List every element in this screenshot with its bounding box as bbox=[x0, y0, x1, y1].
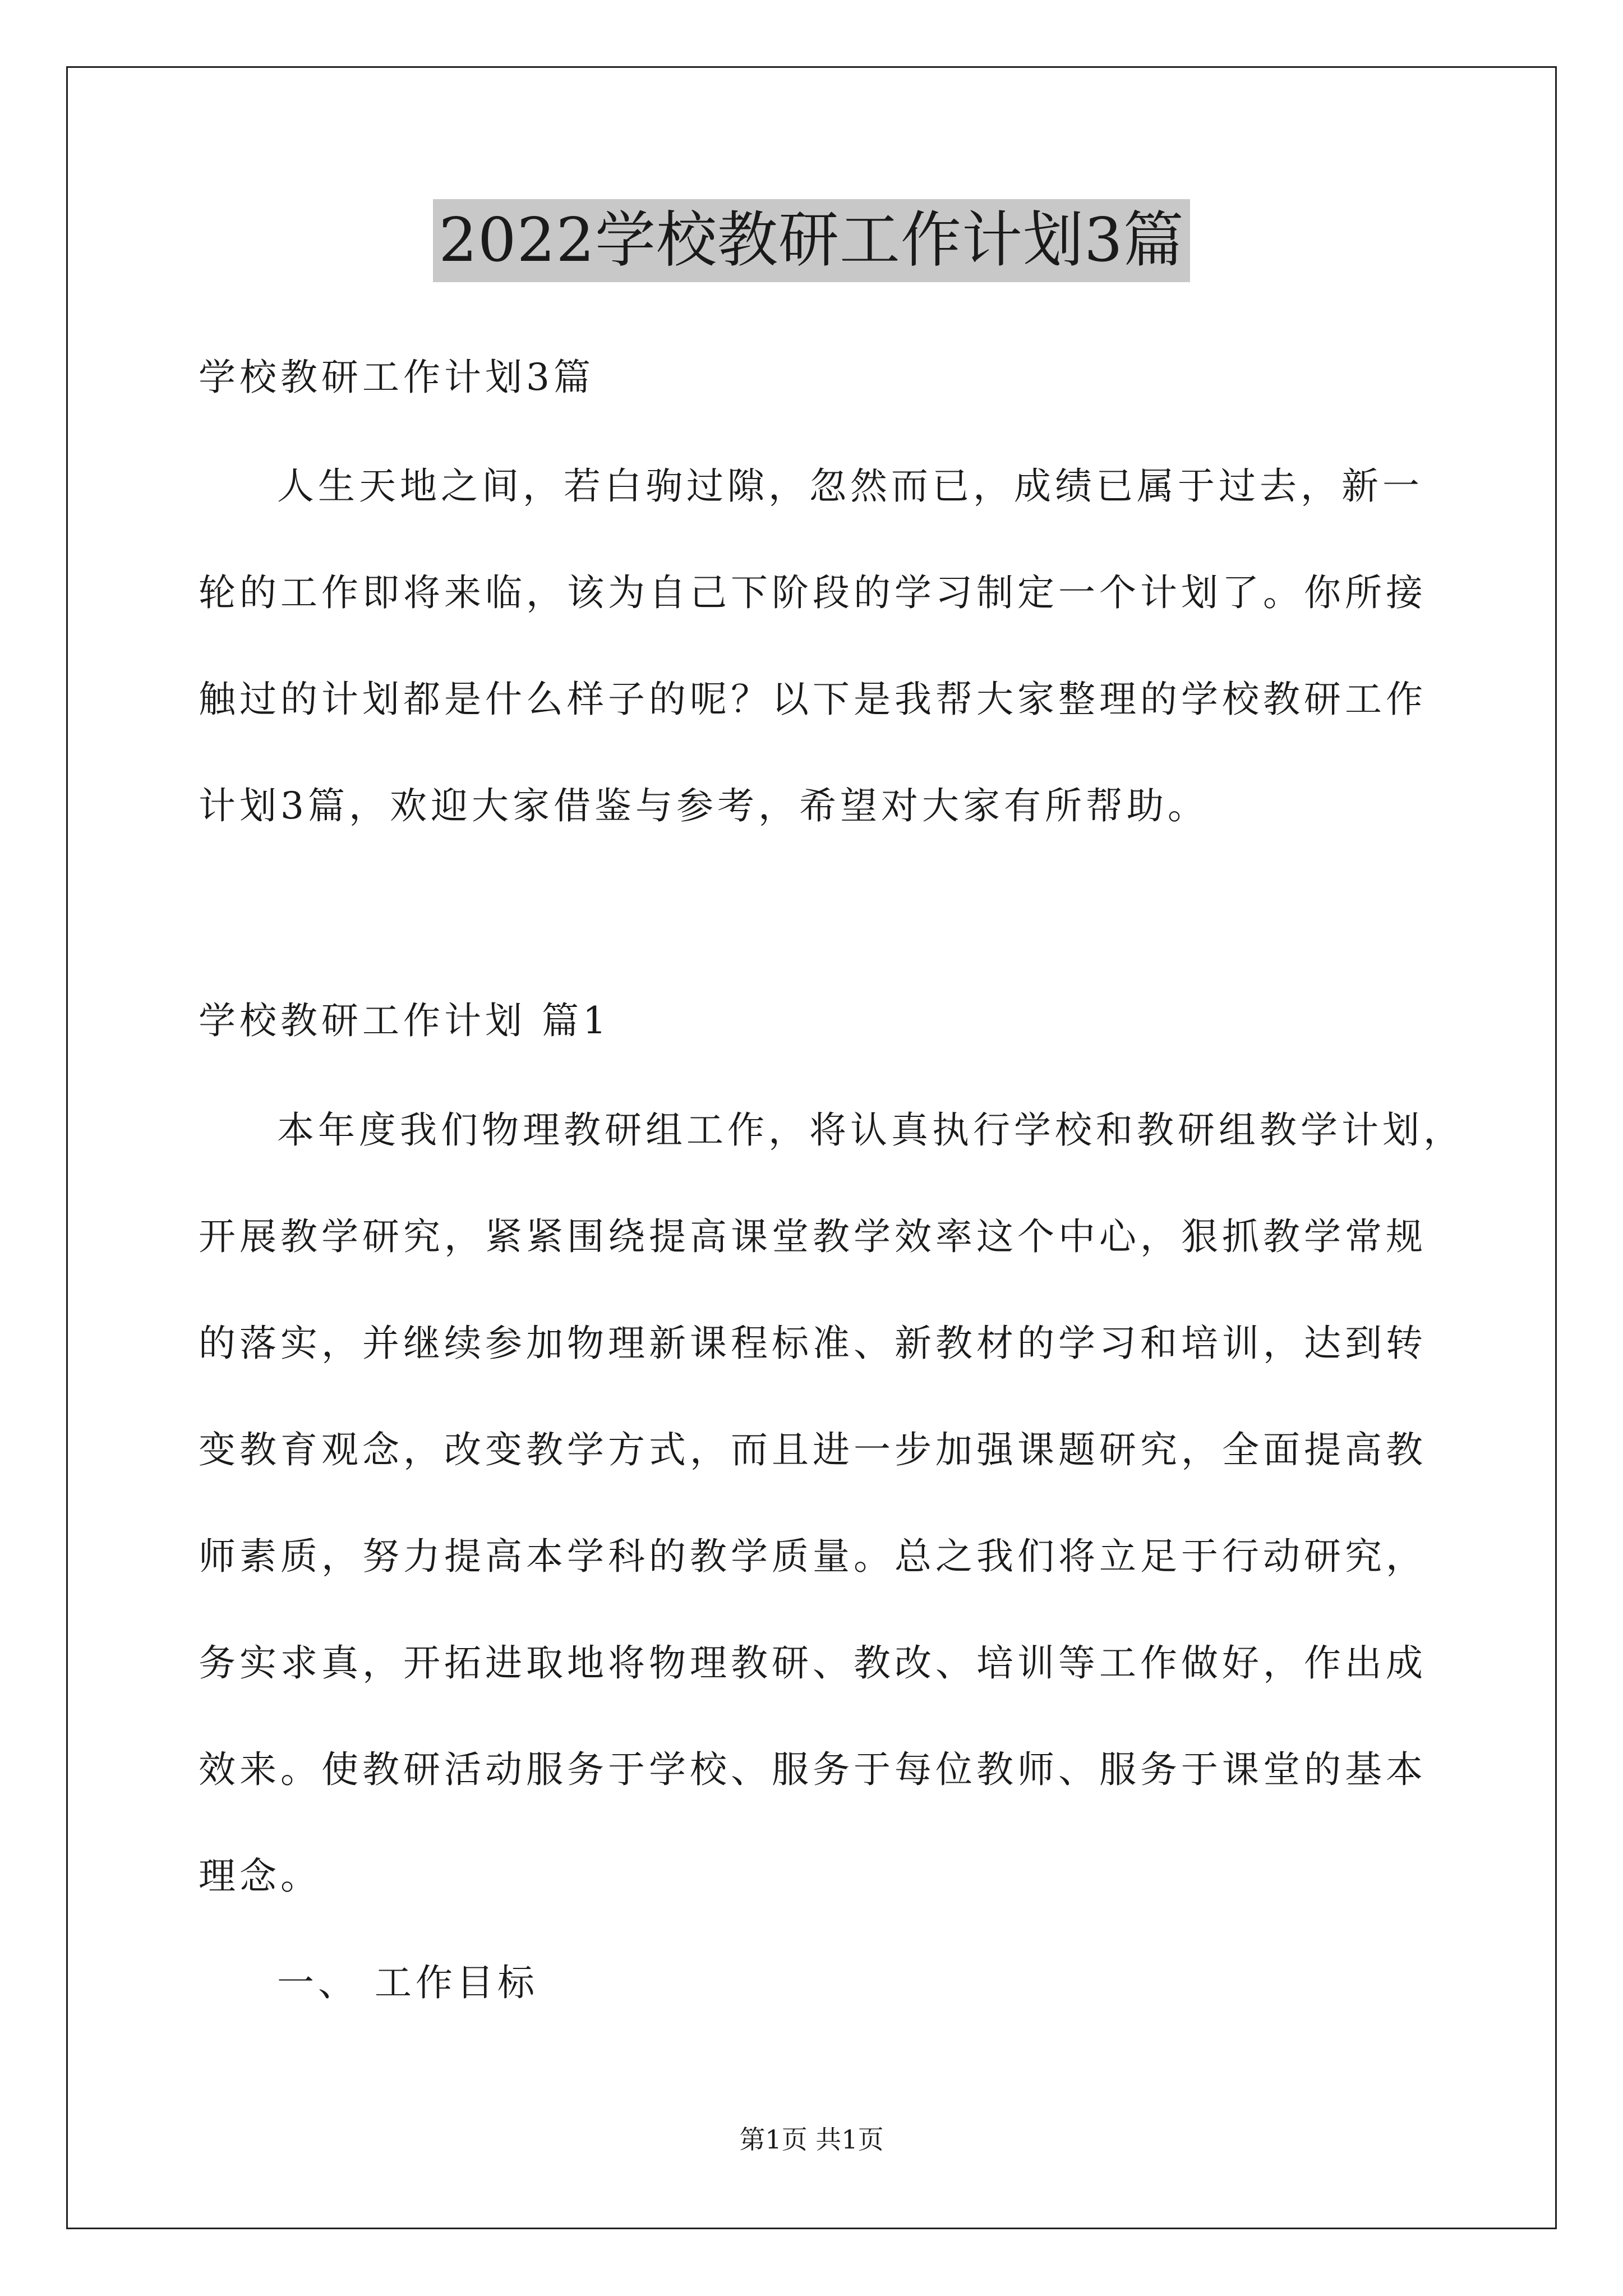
section-line-8: 理念。 bbox=[199, 1855, 321, 1898]
intro-line-3: 触过的计划都是什么样子的呢？以下是我帮大家整理的学校教研工作 bbox=[199, 678, 1427, 721]
section-line-7: 效来。使教研活动服务于学校、服务于每位教师、服务于课堂的基本 bbox=[199, 1748, 1427, 1791]
document-title: 2022学校教研工作计划3篇 bbox=[433, 199, 1190, 282]
intro-line-4: 计划3篇，欢迎大家借鉴与参考，希望对大家有所帮助。 bbox=[199, 784, 1209, 827]
section-line-1: 本年度我们物理教研组工作，将认真执行学校和教研组教学计划， bbox=[277, 1108, 1464, 1152]
section-heading: 学校教研工作计划 篇1 bbox=[199, 999, 610, 1042]
section-line-2: 开展教学研究，紧紧围绕提高课堂教学效率这个中心，狠抓教学常规 bbox=[199, 1215, 1427, 1258]
section-line-6: 务实求真，开拓进取地将物理教研、教改、培训等工作做好，作出成 bbox=[199, 1641, 1427, 1685]
intro-line-1: 人生天地之间，若白驹过隙，忽然而已，成绩已属于过去，新一 bbox=[277, 464, 1423, 508]
page-footer: 第1页 共1页 bbox=[739, 2124, 884, 2155]
intro-line-2: 轮的工作即将来临，该为自己下阶段的学习制定一个计划了。你所接 bbox=[199, 571, 1427, 614]
title-container bbox=[0, 199, 1623, 282]
document-subtitle: 学校教研工作计划3篇 bbox=[199, 356, 594, 399]
section-line-3: 的落实，并继续参加物理新课程标准、新教材的学习和培训，达到转 bbox=[199, 1322, 1427, 1365]
item-heading: 一、 工作目标 bbox=[277, 1961, 538, 2004]
section-line-4: 变教育观念，改变教学方式，而且进一步加强课题研究，全面提高教 bbox=[199, 1428, 1427, 1471]
section-line-5: 师素质，努力提高本学科的教学质量。总之我们将立足于行动研究， bbox=[199, 1535, 1427, 1578]
